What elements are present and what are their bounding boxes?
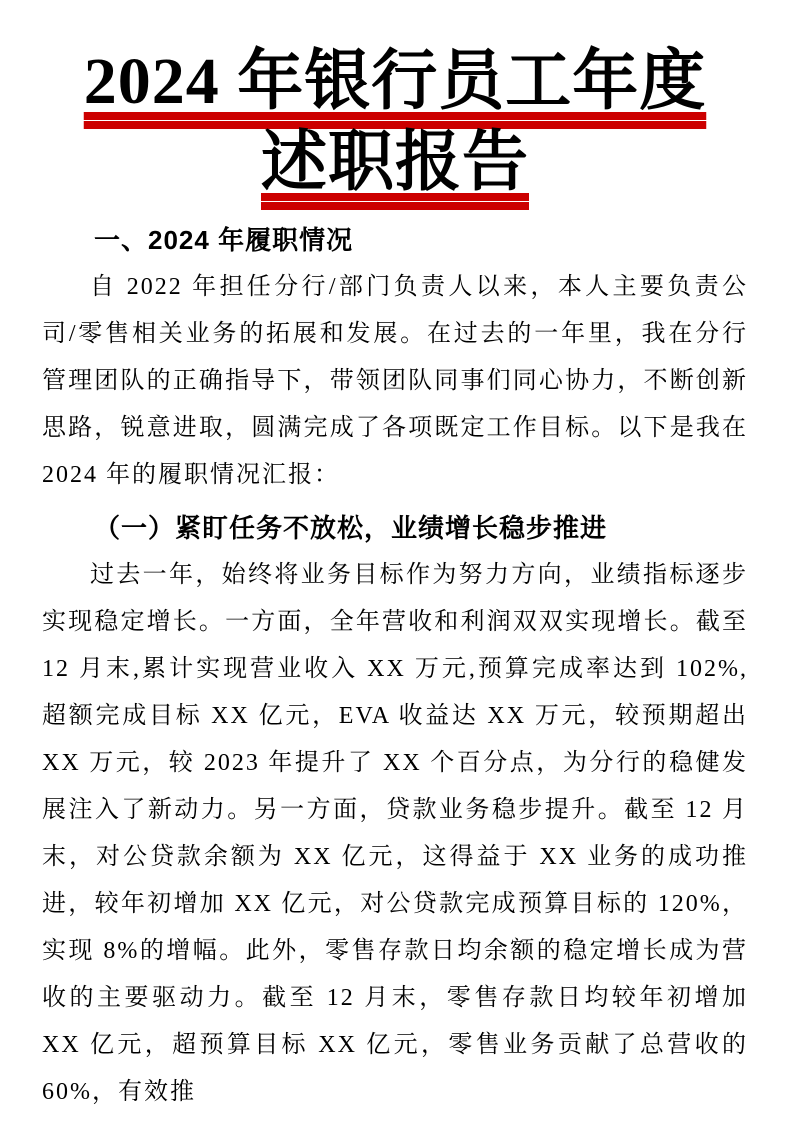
document-title-line-2: 述职报告 (261, 125, 529, 199)
section-heading-performance: 一、2024 年履职情况 (94, 225, 354, 256)
subsection-heading-targets: （一）紧盯任务不放松，业绩增长稳步推进 (94, 513, 608, 544)
paragraph-intro: 自 2022 年担任分行/部门负责人以来，本人主要负责公司/零售相关业务的拓展和发展。在过去的一年里，我在分行管理团队的正确指导下，带领团队同事们同心协力，不断创新思路，锐意进取，圆满完成了各项既定工作目标。以下是我在 2024 年的履职情况汇报： (42, 274, 748, 489)
document-title (42, 42, 748, 203)
document-title-line-1: 2024 年银行员工年度 (83, 45, 707, 118)
paragraph-results: 过去一年，始终将业务目标作为努力方向，业绩指标逐步实现稳定增长。一方面，全年营收和利润双双实现增长。截至 12 月末,累计实现营业收入 XX 万元,预算完成率达到 102%,超额完成目标 XX 亿元，EVA 收益达 XX 万元，较预期超出 XX 万元，较 2023 年提升了 XX 个百分点，为分行的稳健发展注入了新动力。另一方面，贷款业务稳步提升。截至 12 月末，对公贷款余额为 XX 亿元，这得益于 XX 业务的成功推进，较年初增加 XX 亿元，对公贷款完成预算目标的 120%，实现 8%的增幅。此外，零售存款日均余额的稳定增长成为营收的主要驱动力。截至 12 月末，零售存款日均较年初增加 XX 亿元，超预算目标 XX 亿元，零售业务贡献了总营收的 60%，有效推 (42, 562, 748, 1106)
